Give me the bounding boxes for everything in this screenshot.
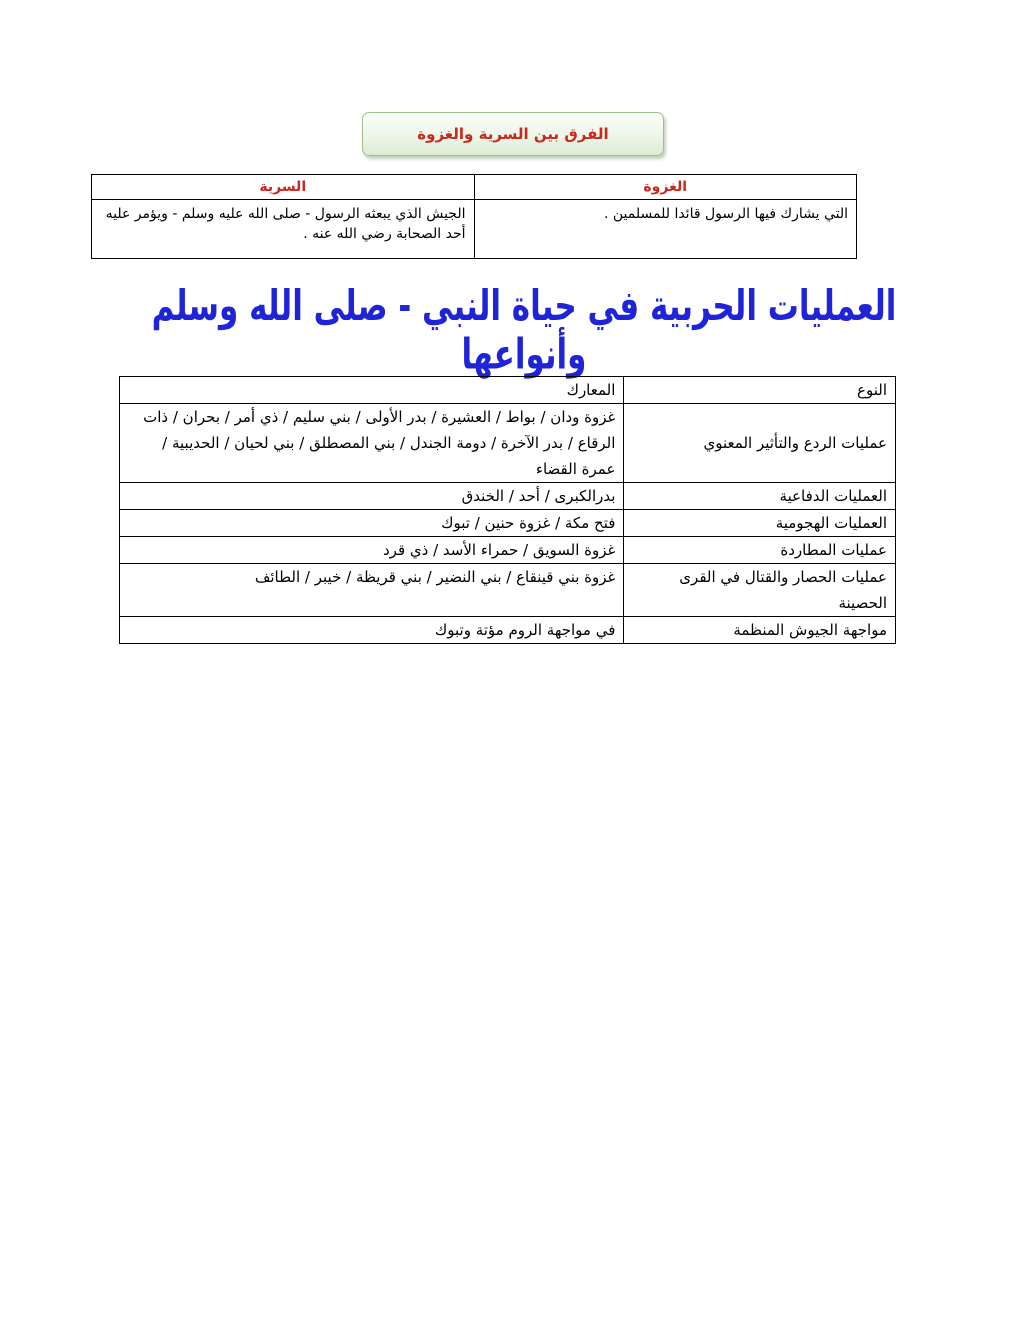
- operation-battles: غزوة بني قينقاع / بني النضير / بني قريظة / خيبر / الطائف: [120, 564, 624, 617]
- table-row: [120, 483, 896, 510]
- sariyya-definition: الجيش الذي يبعثه الرسول - صلى الله عليه وسلم - ويؤمر عليه أحد الصحابة رضي الله عنه .: [92, 200, 475, 259]
- section-title-box: [362, 112, 664, 156]
- operation-type: العمليات الدفاعية: [624, 483, 896, 510]
- page-title: العمليات الحربية في حياة النبي - صلى الله وسلم وأنواعها: [151, 282, 897, 380]
- table-row: [120, 617, 896, 644]
- table-row: [120, 564, 896, 617]
- ghazwa-definition: التي يشارك فيها الرسول قائدا للمسلمين .: [474, 200, 857, 259]
- table-row: [120, 510, 896, 537]
- operation-battles: فتح مكة / غزوة حنين / تبوك: [120, 510, 624, 537]
- header-battles: المعارك: [120, 377, 624, 404]
- table-row: [120, 404, 896, 483]
- operation-type: عمليات المطاردة: [624, 537, 896, 564]
- table-header-row: [120, 377, 896, 404]
- operation-battles: غزوة السويق / حمراء الأسد / ذي قرد: [120, 537, 624, 564]
- operations-table: [119, 376, 896, 644]
- operation-type: العمليات الهجومية: [624, 510, 896, 537]
- section-title: الفرق بين السرية والغزوة: [417, 125, 609, 143]
- operation-type: عمليات الحصار والقتال في القرى الحصينة: [624, 564, 896, 617]
- operation-type: مواجهة الجيوش المنظمة: [624, 617, 896, 644]
- operation-type: عمليات الردع والتأثير المعنوي: [624, 404, 896, 483]
- header-sariyya: السرية: [92, 175, 475, 200]
- comparison-header-row: [92, 175, 857, 200]
- comparison-table: [91, 174, 857, 259]
- operation-battles: في مواجهة الروم مؤتة وتبوك: [120, 617, 624, 644]
- operation-battles: بدرالكبرى / أحد / الخندق: [120, 483, 624, 510]
- comparison-row: [92, 200, 857, 259]
- header-ghazwa: الغزوة: [474, 175, 857, 200]
- operation-battles: غزوة ودان / بواط / العشيرة / بدر الأولى / بني سليم / ذي أمر / بحران / ذات الرقاع / بدر الآخرة / دومة الجندل / بني المصطلق / بني لحيان / الحديبية / عمرة القضاء: [120, 404, 624, 483]
- header-type: النوع: [624, 377, 896, 404]
- table-row: [120, 537, 896, 564]
